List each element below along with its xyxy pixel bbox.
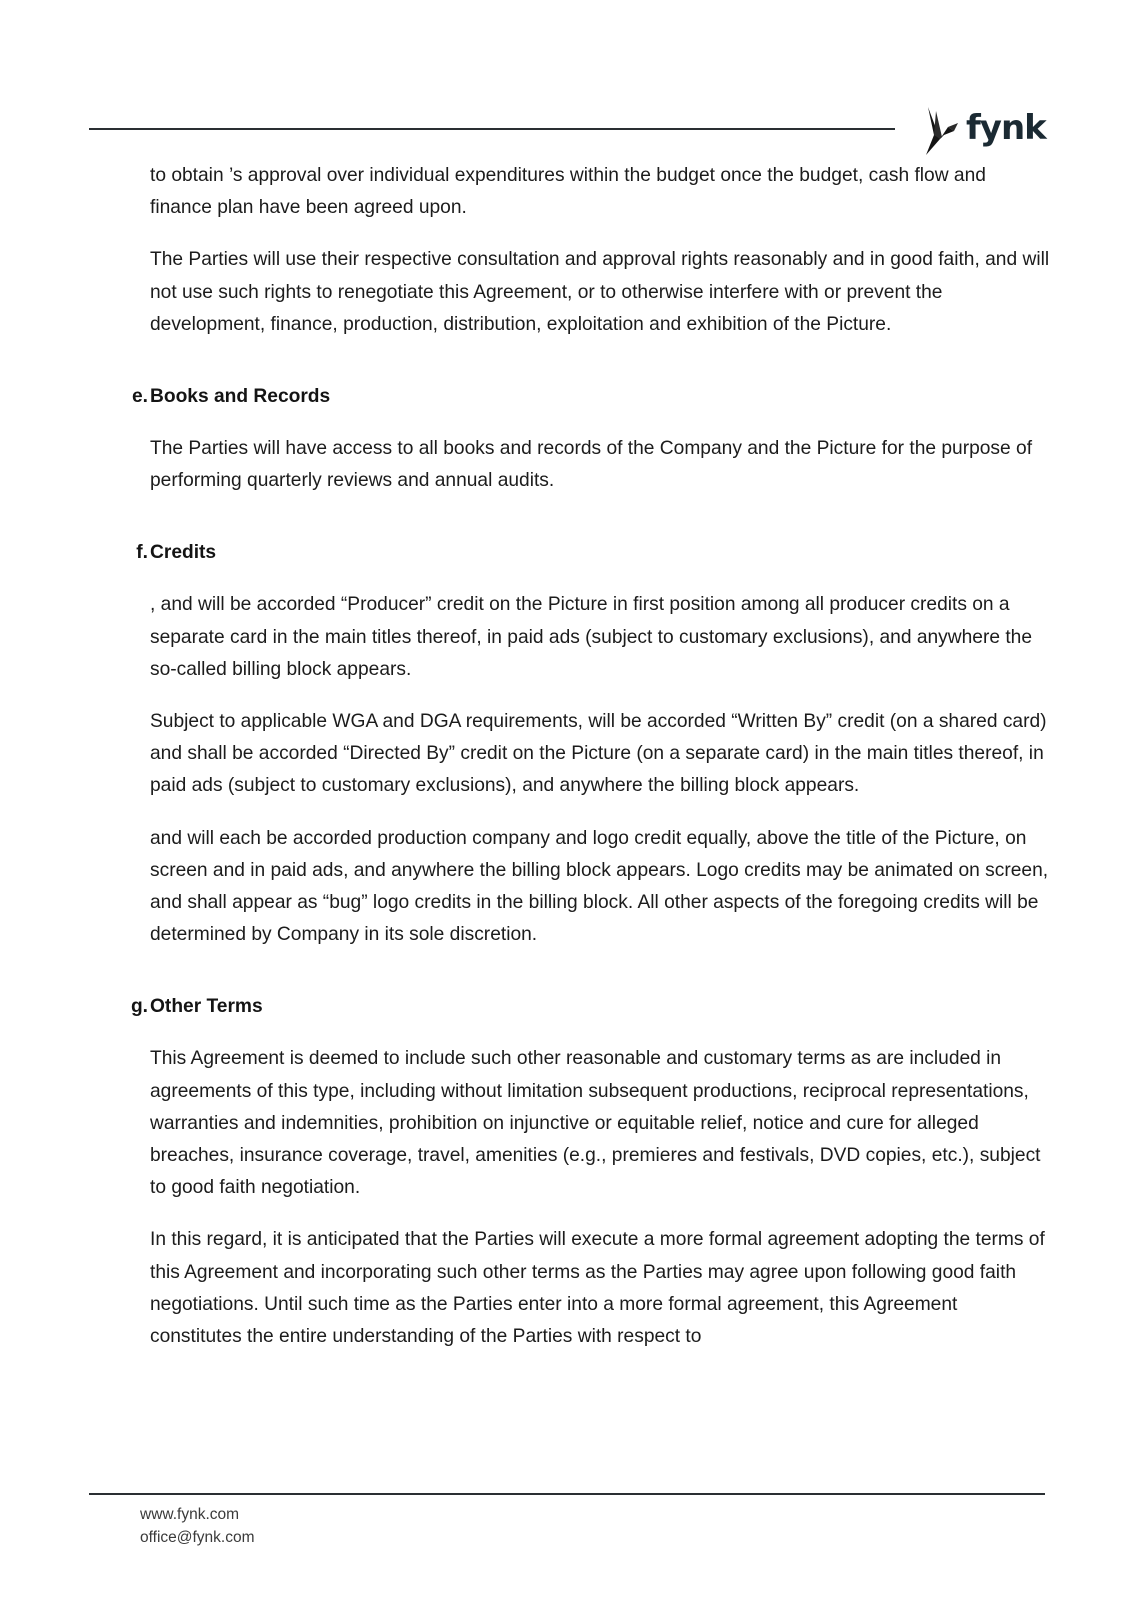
section-title: Credits — [150, 542, 217, 564]
footer-email-link[interactable]: office@fynk.com — [140, 1529, 255, 1546]
fynk-logo — [918, 104, 1046, 156]
paragraph-consultation-rights: The Parties will use their respective consultation and approval rights reasonably and in good faith, and will not use such rights to renegotiate this Agreement, or to otherwise interfere with or prevent the development, finance, production, distribution, exploitation and exhibition of the Picture. — [150, 249, 1050, 335]
footer-divider — [89, 1493, 1045, 1495]
origami-bird-icon — [918, 105, 960, 155]
section-number: e. — [131, 386, 148, 408]
paragraph-written-directed-credit: Subject to applicable WGA and DGA requirements, will be accorded “Written By” credit (on a shared card) and shall be accorded “Directed By” credit on the Picture (on a separate card) in the main titles thereof, in paid ads (subject to customary exclusions), and anywhere the billing block appears. — [150, 711, 1047, 797]
section-number: f. — [136, 542, 148, 564]
paragraph-logo-credit: and will each be accorded production company and logo credit equally, above the title of the Picture, on screen and in paid ads, and anywhere the billing block appears. Logo credits may be animated on screen, and shall appear as “bug” logo credits in the billing block. All other aspects of the foregoing credits will be determined by Company in its sole discretion. — [150, 827, 1049, 946]
section-number: g. — [130, 996, 148, 1018]
section-title: Other Terms — [150, 996, 263, 1018]
footer-website-link[interactable]: www.fynk.com — [140, 1506, 240, 1523]
page-footer — [140, 1503, 255, 1549]
paragraph-producer-credit: , and will be accorded “Producer” credit on the Picture in first position among all producer credits on a separate card in the main titles thereof, in paid ads (subject to customary exclusions), and anywhere the so-called billing block appears. — [150, 594, 1033, 680]
header-divider — [89, 128, 895, 130]
document-body — [130, 160, 1050, 1373]
section-heading-credits — [136, 537, 1050, 569]
brand-name: fynk — [966, 108, 1046, 148]
section-heading-books-and-records — [131, 381, 1050, 413]
paragraph-formal-agreement: In this regard, it is anticipated that the Parties will execute a more formal agreement adopting the terms of this Agreement and incorporating such other terms as the Parties may agree upon following good faith negotiations. Until such time as the Parties enter into a more formal agreement, this Agreement constitutes the entire understanding of the Parties with respect to — [150, 1229, 1045, 1348]
paragraph-books-access: The Parties will have access to all books and records of the Company and the Picture for the purpose of performing quarterly reviews and annual audits. — [150, 438, 1033, 492]
paragraph-approval-expenditures: to obtain ’s approval over individual expenditures within the budget once the budget, cash flow and finance plan have been agreed upon. — [150, 165, 986, 219]
section-title: Books and Records — [150, 386, 331, 408]
section-heading-other-terms — [130, 991, 1050, 1023]
paragraph-customary-terms: This Agreement is deemed to include such other reasonable and customary terms as are included in agreements of this type, including without limitation subsequent productions, reciprocal representations, warranties and indemnities, prohibition on injunctive or equitable relief, notice and cure for alleged breaches, insurance coverage, travel, amenities (e.g., premieres and festivals, DVD copies, etc.), subject to good faith negotiation. — [150, 1048, 1041, 1199]
